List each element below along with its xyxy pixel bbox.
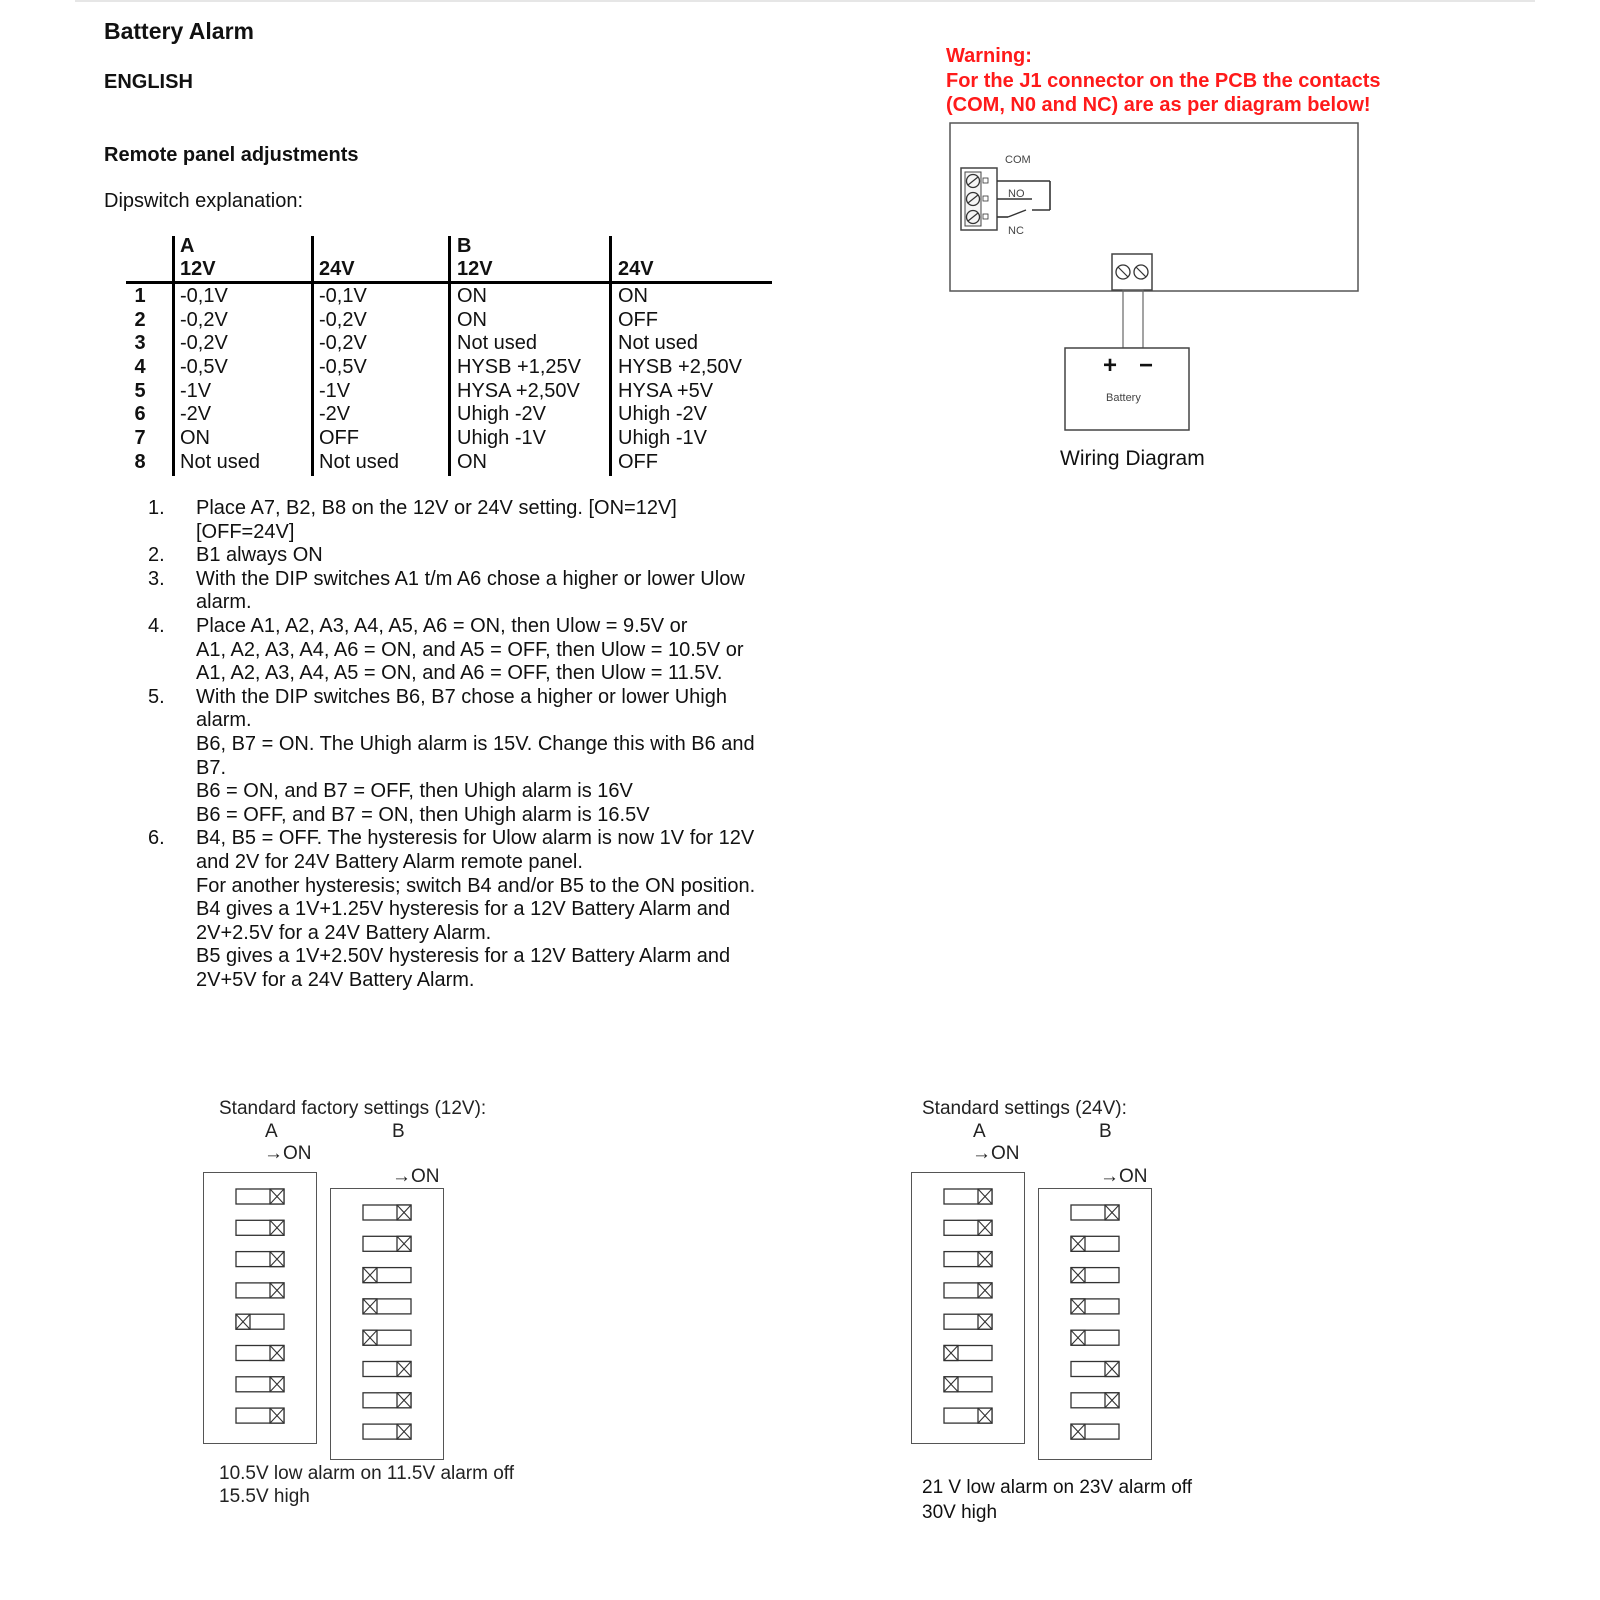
dip-switch <box>236 1189 284 1204</box>
cell-a12: -0,2V <box>180 332 228 354</box>
dip-switch <box>944 1220 992 1235</box>
instruction-line: B4, B5 = OFF. The hysteresis for Ulow alarm is now 1V for 12V <box>196 827 755 850</box>
dip-switch-svg <box>1039 1189 1151 1459</box>
instruction-line: B4 gives a 1V+1.25V hysteresis for a 12V Battery Alarm and <box>196 898 731 921</box>
dip-switch-block-a <box>203 1172 317 1444</box>
dip-switch <box>1071 1362 1119 1377</box>
row-number: 2 <box>134 308 146 331</box>
cell-b12: Uhigh -2V <box>457 403 546 425</box>
warning-block <box>946 44 1381 118</box>
warning-text: For the J1 connector on the PCB the contacts <box>946 69 1381 92</box>
dip-switch <box>363 1330 411 1345</box>
dip-switch <box>363 1424 411 1439</box>
dip-switch <box>236 1408 284 1423</box>
instruction-line: 2V+5V for a 24V Battery Alarm. <box>196 968 475 991</box>
dip-switch <box>236 1346 284 1361</box>
settings-24v-label-a: A <box>973 1121 986 1142</box>
settings-12v-label-a: A <box>265 1121 278 1142</box>
instruction-line: B7. <box>196 756 227 779</box>
column-header: 12V <box>457 258 493 280</box>
instruction-item <box>148 827 788 992</box>
nc-label: NC <box>1008 225 1024 237</box>
dip-switch <box>236 1252 284 1267</box>
dip-switch <box>1071 1299 1119 1314</box>
battery-minus: − <box>1139 352 1154 379</box>
cell-b24: OFF <box>618 308 658 331</box>
instruction-line: [OFF=24V] <box>196 520 295 543</box>
com-label: COM <box>1005 154 1031 166</box>
settings-12v-label-b: B <box>392 1121 405 1142</box>
cell-a12: ON <box>180 426 210 449</box>
instruction-number: 1. <box>148 497 165 519</box>
settings-12v-note <box>219 1462 514 1508</box>
dip-switch-svg <box>912 1173 1024 1443</box>
instruction-line: With the DIP switches A1 t/m A6 chose a higher or lower Ulow <box>196 567 745 590</box>
cell-a24: -0,5V <box>319 356 367 378</box>
settings-24v-title: Standard settings (24V): <box>922 1098 1127 1119</box>
instruction-item <box>148 497 788 544</box>
table-divider <box>448 236 451 476</box>
cell-b12: ON <box>457 285 487 307</box>
dip-switch <box>363 1268 411 1283</box>
dip-switch-block-b <box>1038 1188 1152 1460</box>
instruction-line: alarm. <box>196 591 252 614</box>
settings-24v-note <box>922 1475 1192 1525</box>
instruction-number: 3. <box>148 567 165 590</box>
subheading: Dipswitch explanation: <box>104 190 303 212</box>
dip-switch <box>944 1408 992 1423</box>
dip-switch <box>944 1189 992 1204</box>
battery <box>1065 348 1189 430</box>
instruction-line: 2V+2.5V for a 24V Battery Alarm. <box>196 921 492 944</box>
power-connector <box>1112 254 1152 290</box>
cell-a24: -0,2V <box>319 332 367 354</box>
dip-switch <box>236 1220 284 1235</box>
dip-switch <box>944 1377 992 1392</box>
cell-b12: ON <box>457 308 487 331</box>
group-a-header: A <box>180 235 195 257</box>
dip-switch <box>363 1299 411 1314</box>
settings-12v-title: Standard factory settings (12V): <box>219 1098 487 1119</box>
wiring-diagram <box>940 118 1380 448</box>
dip-switch <box>363 1362 411 1377</box>
warning-text: (COM, N0 and NC) are as per diagram below! <box>946 94 1371 116</box>
instruction-line: B6 = ON, and B7 = OFF, then Uhigh alarm is 16V <box>196 780 633 803</box>
row-number: 3 <box>134 332 146 354</box>
instruction-line: B6, B7 = ON. The Uhigh alarm is 15V. Change this with B6 and <box>196 732 755 755</box>
dip-switch <box>236 1283 284 1298</box>
dip-switch <box>944 1314 992 1329</box>
dip-switch <box>944 1252 992 1267</box>
instruction-number: 5. <box>148 685 165 708</box>
instruction-line: and 2V for 24V Battery Alarm remote panel. <box>196 850 583 873</box>
dip-switch <box>1071 1424 1119 1439</box>
page-title: Battery Alarm <box>104 18 254 44</box>
cell-b12: ON <box>457 451 487 473</box>
cell-b24: ON <box>618 285 648 307</box>
cell-a12: -0,1V <box>180 285 228 307</box>
instruction-line: B5 gives a 1V+2.50V hysteresis for a 12V Battery Alarm and <box>196 945 731 968</box>
cell-a12: -2V <box>180 403 212 425</box>
row-number: 7 <box>134 426 146 449</box>
table-divider <box>609 236 612 476</box>
cell-b24: Uhigh -2V <box>618 403 707 425</box>
settings-24v-on-a: →ON <box>972 1143 1020 1164</box>
note-line: 30V high <box>922 1502 998 1523</box>
cell-b12: Not used <box>457 332 538 354</box>
dip-switch <box>944 1346 992 1361</box>
instruction-line: B1 always ON <box>196 544 323 567</box>
warning-heading: Warning: <box>946 45 1032 67</box>
table-divider <box>172 236 175 476</box>
dip-switch <box>363 1236 411 1251</box>
dip-switch <box>944 1283 992 1298</box>
cell-b12: HYSB +1,25V <box>457 356 581 378</box>
dip-switch <box>1071 1268 1119 1283</box>
cell-a12: -0,5V <box>180 356 228 378</box>
cell-a12: Not used <box>180 451 261 473</box>
dipswitch-table <box>0 0 800 480</box>
no-label: NO <box>1008 188 1025 200</box>
instruction-list <box>148 497 788 992</box>
language-label: ENGLISH <box>104 71 193 93</box>
dip-switch <box>1071 1330 1119 1345</box>
section-heading: Remote panel adjustments <box>104 144 359 166</box>
pcb-outline <box>950 123 1358 291</box>
instruction-line: With the DIP switches B6, B7 chose a higher or lower Uhigh <box>196 685 727 708</box>
row-number: 5 <box>134 379 146 402</box>
instruction-number: 4. <box>148 614 165 637</box>
instruction-item <box>148 544 788 568</box>
instruction-line: A1, A2, A3, A4, A6 = ON, and A5 = OFF, then Ulow = 10.5V or <box>196 638 744 661</box>
dip-switch-svg <box>331 1189 443 1459</box>
cell-a24: -0,2V <box>319 308 367 331</box>
column-header: 24V <box>319 258 355 280</box>
cell-a12: -1V <box>180 379 212 402</box>
note-line: 21 V low alarm on 23V alarm off <box>922 1477 1193 1498</box>
cell-b24: OFF <box>618 451 658 473</box>
row-number: 6 <box>134 403 146 425</box>
column-header: 12V <box>180 258 216 280</box>
note-line: 10.5V low alarm on 11.5V alarm off <box>219 1463 515 1484</box>
dip-switch <box>236 1314 284 1329</box>
settings-24v-label-b: B <box>1099 1121 1112 1142</box>
cell-a24: -2V <box>319 403 351 425</box>
instruction-line: For another hysteresis; switch B4 and/or B5 to the ON position. <box>196 874 756 897</box>
row-number: 4 <box>134 356 146 378</box>
cell-b24: HYSA +5V <box>618 379 714 402</box>
instruction-number: 6. <box>148 827 165 850</box>
dip-switch <box>363 1205 411 1220</box>
dip-switch <box>363 1393 411 1408</box>
cell-a24: -0,1V <box>319 285 367 307</box>
settings-12v-on-b: →ON <box>392 1166 440 1187</box>
table-header-rule <box>126 281 772 284</box>
instruction-item <box>148 686 788 828</box>
cell-b12: Uhigh -1V <box>457 426 546 449</box>
cell-b12: HYSA +2,50V <box>457 379 580 402</box>
settings-12v-on-a: →ON <box>264 1143 312 1164</box>
cell-a24: OFF <box>319 426 359 449</box>
instruction-line: Place A1, A2, A3, A4, A5, A6 = ON, then Ulow = 9.5V or <box>196 614 688 637</box>
cell-b24: Uhigh -1V <box>618 426 707 449</box>
cell-a24: -1V <box>319 379 351 402</box>
battery-label: Battery <box>1106 392 1141 404</box>
dip-switch <box>236 1377 284 1392</box>
settings-24v-on-b: →ON <box>1100 1166 1148 1187</box>
cell-a24: Not used <box>319 451 400 473</box>
table-divider <box>311 236 314 476</box>
instruction-line: A1, A2, A3, A4, A5 = ON, and A6 = OFF, then Ulow = 11.5V. <box>196 662 723 685</box>
cell-b24: HYSB +2,50V <box>618 356 742 378</box>
instruction-line: B6 = OFF, and B7 = ON, then Uhigh alarm is 16.5V <box>196 803 650 826</box>
dip-switch-svg <box>204 1173 316 1443</box>
cell-a12: -0,2V <box>180 308 228 331</box>
dip-switch <box>1071 1393 1119 1408</box>
instruction-line: Place A7, B2, B8 on the 12V or 24V setting. [ON=12V] <box>196 497 677 519</box>
diagram-caption: Wiring Diagram <box>1060 447 1205 470</box>
battery-plus: + <box>1103 352 1118 379</box>
dip-switch-block-b <box>330 1188 444 1460</box>
row-number: 1 <box>134 285 146 307</box>
instruction-item <box>148 615 788 686</box>
dip-switch-block-a <box>911 1172 1025 1444</box>
group-b-header: B <box>457 235 472 257</box>
instruction-line: alarm. <box>196 709 252 732</box>
cell-b24: Not used <box>618 332 699 354</box>
instruction-number: 2. <box>148 544 165 567</box>
dip-switch <box>1071 1205 1119 1220</box>
instruction-item <box>148 568 788 615</box>
column-header: 24V <box>618 258 654 280</box>
note-line: 15.5V high <box>219 1486 310 1507</box>
row-number: 8 <box>134 451 146 473</box>
dip-switch <box>1071 1236 1119 1251</box>
